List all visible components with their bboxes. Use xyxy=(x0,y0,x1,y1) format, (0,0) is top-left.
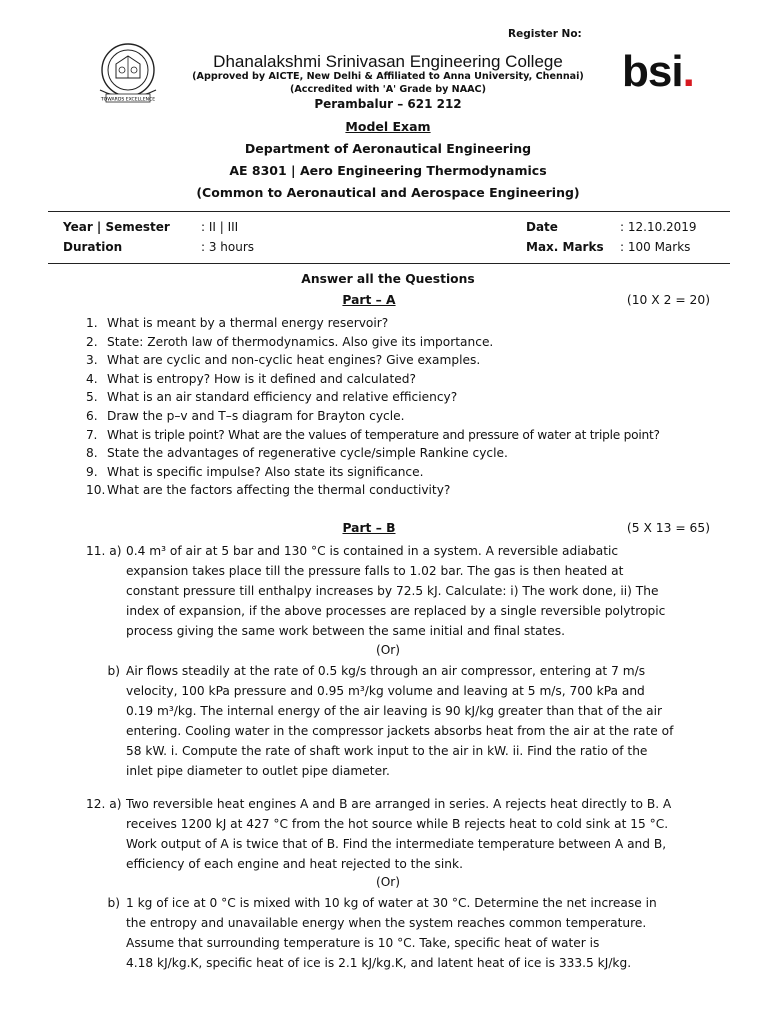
list-item: 10. What are the factors affecting the thermal conductivity? xyxy=(86,483,451,498)
accreditation-line: (Accredited with 'A' Grade by NAAC) xyxy=(290,84,486,95)
list-item: 9. What is specific impulse? Also state its significance. xyxy=(86,464,424,479)
common-to-line: (Common to Aeronautical and Aerospace Engineering) xyxy=(196,185,580,200)
seal-motto: TOWARDS EXCELLENCE xyxy=(100,97,156,103)
list-item: 7. What is triple point? What are the values of temperature and pressure of water at triple point? xyxy=(86,427,660,442)
part-a-questions xyxy=(86,314,746,500)
location-line: Perambalur – 621 212 xyxy=(314,97,462,111)
or-separator: (Or) xyxy=(375,875,401,889)
part-a-marks: (10 X 2 = 20) xyxy=(626,293,710,307)
college-name: Dhanalakshmi Srinivasan Engineering College xyxy=(213,52,563,71)
max-marks-value: : 100 Marks xyxy=(620,240,691,254)
duration-label: Duration xyxy=(63,240,123,254)
question-12b: b) 1 kg of ice at 0 °C is mixed with 10 kg of water at 30 °C. Determine the net increase in the entropy and unavailable energy when the system reaches common temperature. Assume that surrounding temperature is 10 °C. Take, specific heat of water is 4.18 kJ/kg.K, specific heat of ice is 2.1 kJ/kg.K, and latent heat of ice is 333.5 kJ/kg. xyxy=(107,896,657,970)
list-item: 3. What are cyclic and non-cyclic heat engines? Give examples. xyxy=(86,353,481,368)
instructions: Answer all the Questions xyxy=(301,272,475,286)
top-divider xyxy=(48,211,730,212)
question-11a: 11. a) 0.4 m³ of air at 5 bar and 130 °C is contained in a system. A reversible adiabatic expansion takes place till the pressure falls to 1.02 bar. The gas is then heated at constant pressure till enthalpy increases by 72.5 kJ. Calculate: i) The work done, ii) The index of expansion, if the above processes are replaced by a single reversible polytropic process giving the same work between the same initial and final states. xyxy=(86,544,666,638)
meta-divider xyxy=(48,263,730,264)
course-title: AE 8301 | Aero Engineering Thermodynamics xyxy=(229,163,547,178)
date-label: Date xyxy=(526,220,558,234)
part-b-marks: (5 X 13 = 65) xyxy=(626,521,710,535)
list-item: 8. State the advantages of regenerative cycle/simple Rankine cycle. xyxy=(86,446,508,461)
list-item: 1. What is meant by a thermal energy reservoir? xyxy=(86,316,389,330)
or-separator: (Or) xyxy=(375,643,401,657)
question-11b: b) Air flows steadily at the rate of 0.5 kg/s through an air compressor, entering at 7 m/s velocity, 100 kPa pressure and 0.95 m³/kg volume and leaving at 5 m/s, 700 kPa and 0.19 m³/kg. The internal energy of the air leaving is 90 kJ/kg greater than that of the air entering. Cooling water in the compressor jackets absorbs heat from the air at the rate of 58 kW. i. Compute the rate of shaft work input to the air in kW. ii. Find the ratio of the inlet pipe diameter to outlet pipe diameter. xyxy=(107,664,674,778)
approval-line: (Approved by AICTE, New Delhi & Affiliated to Anna University, Chennai) xyxy=(192,71,584,82)
list-item: 5. What is an air standard efficiency and relative efficiency? xyxy=(86,390,458,405)
part-a-title: Part – A xyxy=(342,293,396,307)
exam-title: Model Exam xyxy=(345,119,431,134)
question-12a: 12. a) Two reversible heat engines A and B are arranged in series. A rejects heat directly to B. A receives 1200 kJ at 427 °C from the hot source while B rejects heat to cold sink at 15 °C. Work output of A is twice that of B. Find the intermediate temperature between A and B, efficiency of each engine and heat rejected to the sink. xyxy=(86,797,672,871)
year-semester-label: Year | Semester xyxy=(63,220,170,234)
register-number-label: Register No: xyxy=(508,28,582,40)
bsi-logo: bsi. xyxy=(622,47,694,96)
duration-value: : 3 hours xyxy=(201,240,255,254)
list-item: 4. What is entropy? How is it defined and calculated? xyxy=(86,371,416,386)
max-marks-label: Max. Marks xyxy=(526,240,604,254)
part-b-title: Part – B xyxy=(342,521,396,535)
year-semester-value: : II | III xyxy=(201,220,239,234)
department-name: Department of Aeronautical Engineering xyxy=(244,141,532,156)
list-item: 6. Draw the p–v and T–s diagram for Brayton cycle. xyxy=(86,408,405,423)
list-item: 2. State: Zeroth law of thermodynamics. Also give its importance. xyxy=(86,334,494,349)
date-value: : 12.10.2019 xyxy=(620,220,697,234)
